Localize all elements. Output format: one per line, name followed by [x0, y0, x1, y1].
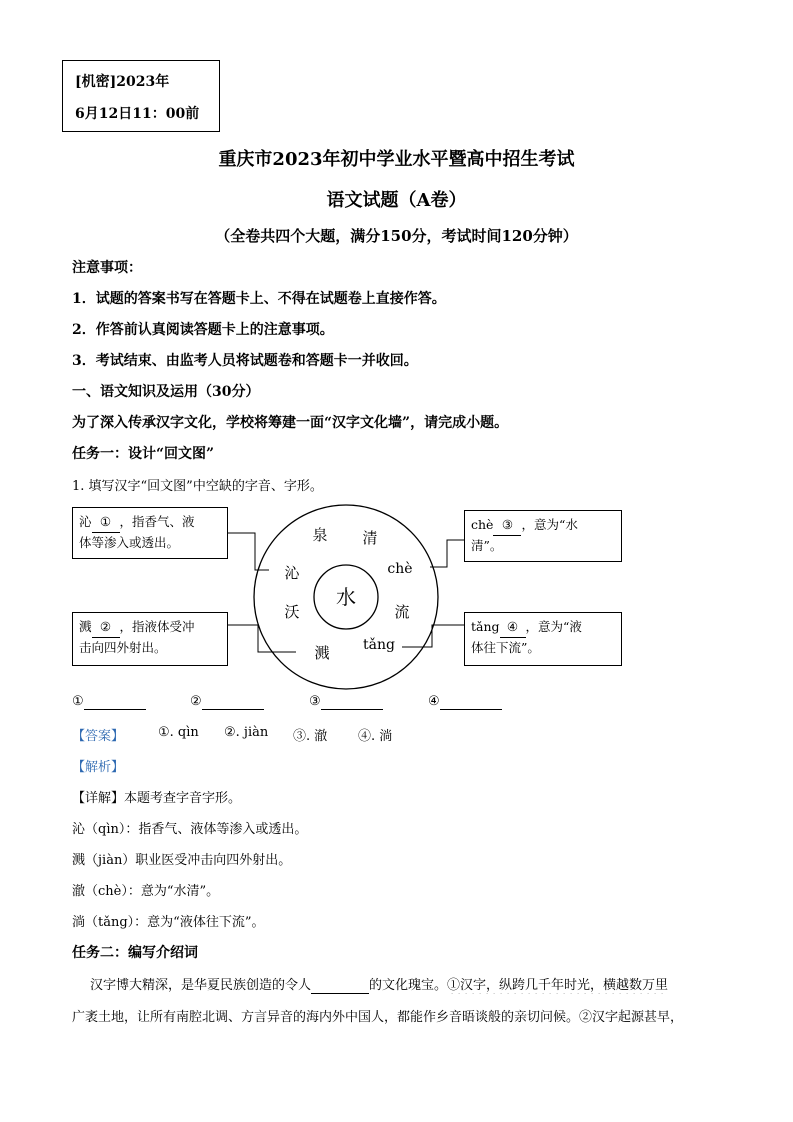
blank-2-marker: ② — [92, 617, 120, 638]
task2-paragraph-line-2: 广袤土地，让所有南腔北调、方言异音的海内外中国人，都能作乡音晤谈般的亲切问候。②汉字起源甚早， — [72, 1010, 684, 1025]
blank-1-marker: ① — [92, 512, 120, 533]
notes-item: 1．试题的答案书写在答题卡上、不得在试题卷上直接作答。 — [72, 291, 446, 307]
section-heading: 一、语文知识及运用（30分） — [72, 384, 260, 400]
analysis-line: 溅（jiàn）职业医受冲击向四外射出。 — [72, 853, 292, 868]
analysis-line: 澈（chè）：意为“水清”。 — [72, 884, 220, 899]
answer-label: 【答案】 — [72, 729, 125, 744]
confidential-line-1: [机密]2023年 — [75, 74, 170, 90]
exam-title: 重庆市2023年初中学业水平暨高中招生考试 — [218, 149, 575, 170]
paragraph-text-wavy: ①汉字，纵跨几千年时光，横越数万里 — [447, 978, 669, 993]
ring-char-jian: 溅 — [314, 644, 330, 662]
notes-item: 3．考试结束、由监考人员将试题卷和答题卡一并收回。 — [72, 353, 418, 369]
answer-item: ②. jiàn — [224, 725, 269, 740]
callout-bottom-left — [72, 612, 228, 666]
task2-heading: 任务二：编写介绍词 — [72, 945, 198, 961]
paragraph-text: 的文化瑰宝。 — [369, 978, 448, 993]
analysis-line: 淌（tǎng）：意为“液体往下流”。 — [72, 915, 265, 930]
callout-text: ，意为“水 — [521, 517, 578, 532]
notes-item: 2．作答前认真阅读答题卡上的注意事项。 — [72, 322, 334, 338]
callout-top-right — [464, 510, 622, 562]
callout-text: 清”。 — [471, 538, 503, 553]
callout-text: tǎng — [471, 619, 500, 634]
paragraph-text: 汉字博大精深，是华夏民族创造的令人 — [90, 978, 312, 993]
answer-item: ③. 澈 — [293, 729, 328, 744]
connector-tl — [228, 533, 269, 570]
blank-label: ④ — [428, 694, 440, 709]
connector-tr — [430, 540, 464, 567]
callout-text: chè — [471, 517, 494, 532]
ring-char-quan: 泉 — [312, 526, 328, 544]
analysis-detail: 【详解】本题考查字音字形。 — [72, 791, 242, 806]
callout-text: 体等渗入或透出。 — [79, 535, 180, 550]
ring-char-wo: 沃 — [284, 603, 300, 621]
answer-item: ④. 淌 — [358, 729, 393, 744]
task2-paragraph-line-1 — [90, 974, 720, 994]
callout-top-left — [72, 507, 228, 559]
callout-text: 体往下流”。 — [471, 640, 540, 655]
callout-bottom-right — [464, 612, 622, 666]
callout-text: ，意为“液 — [525, 619, 582, 634]
section-intro: 为了深入传承汉字文化，学校将筹建一面“汉字文化墙”，请完成小题。 — [72, 415, 509, 431]
callout-text: ，指液体受冲 — [119, 619, 195, 634]
answer-blank-4[interactable] — [428, 694, 502, 710]
task1-heading: 任务一：设计“回文图” — [72, 446, 215, 462]
connector-bl — [228, 625, 296, 652]
question-1: 1. 填写汉字“回文图”中空缺的字音、字形。 — [72, 479, 323, 494]
ring-char-liu: 流 — [394, 603, 410, 621]
callout-text: 击向四外射出。 — [79, 640, 167, 655]
fill-blank[interactable] — [311, 978, 369, 994]
callout-text: 溅 — [79, 619, 92, 634]
ring-char-che: chè — [387, 561, 413, 577]
answer-item: ①. qìn — [158, 725, 199, 740]
answer-blank-1[interactable] — [72, 694, 146, 710]
center-char: 水 — [336, 585, 356, 609]
notes-heading: 注意事项： — [72, 260, 142, 276]
blank-label: ② — [190, 694, 202, 709]
answer-blank-2[interactable] — [190, 694, 264, 710]
ring-char-qin: 沁 — [284, 564, 300, 582]
analysis-label: 【解析】 — [72, 760, 125, 775]
blank-4-marker: ④ — [500, 617, 526, 638]
blank-label: ① — [72, 694, 84, 709]
exam-subtitle: 语文试题（A卷） — [326, 190, 467, 211]
exam-info: （全卷共四个大题，满分150分，考试时间120分钟） — [215, 227, 578, 245]
callout-text: ，指香气、液 — [119, 514, 195, 529]
blank-label: ③ — [309, 694, 321, 709]
confidential-line-2: 6月12日11：00前 — [75, 106, 200, 122]
ring-char-tang: tǎng — [363, 637, 395, 653]
analysis-line: 沁（qìn）：指香气、液体等渗入或透出。 — [72, 822, 308, 837]
blank-3-marker: ③ — [493, 515, 521, 536]
callout-text: 沁 — [79, 514, 92, 529]
ring-char-qing: 清 — [362, 529, 378, 547]
answer-blank-3[interactable] — [309, 694, 383, 710]
